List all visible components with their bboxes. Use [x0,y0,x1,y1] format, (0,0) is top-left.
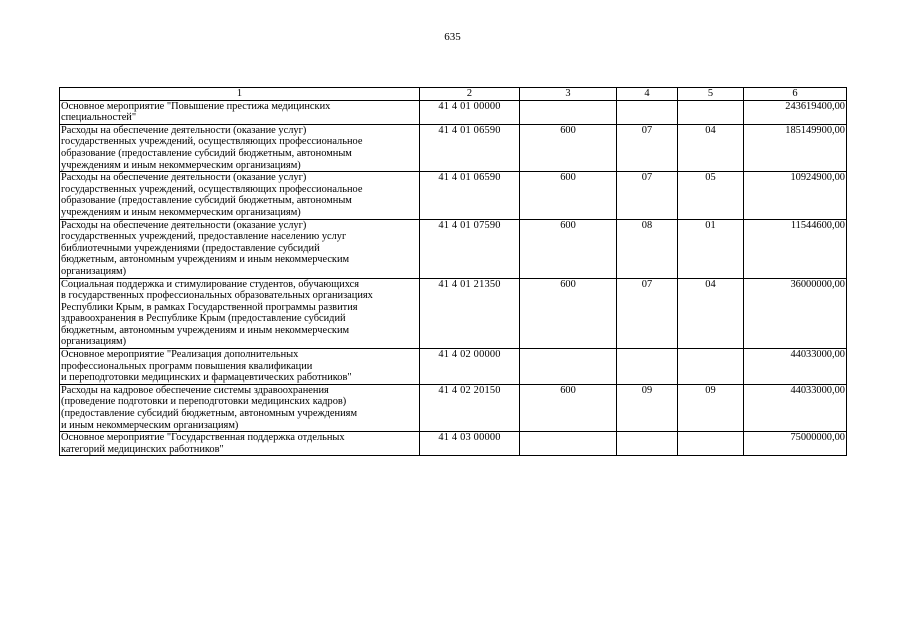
page-number: 635 [444,31,461,43]
row-name: Социальная поддержка и стимулирование студентов, обучающихся в государственных профессиональных образовательных организациях Республики Крым, в рамках Государственной программы развития здравоохранения в Республике Крым (предоставление субсидий бюджетным, автономным учреждениям и иным некоммерческим организациям) [60,278,420,349]
table-row [60,278,847,349]
row-subsection: 09 [678,384,744,431]
row-name: Основное мероприятие "Повышение престижа медицинских специальностей" [60,100,420,124]
row-section [617,432,678,456]
row-section: 08 [617,219,678,278]
row-subsection [678,432,744,456]
row-expense-type [520,432,617,456]
row-subsection [678,100,744,124]
row-code: 41 4 03 00000 [420,432,520,456]
column-header-4: 4 [617,88,678,101]
row-name: Расходы на кадровое обеспечение системы здравоохранения (проведение подготовки и переподготовки медицинских кадров) (предоставление субсидий бюджетным, автономным учреждениям и иным некоммерческим организациям) [60,384,420,431]
row-expense-type: 600 [520,124,617,171]
row-code: 41 4 01 06590 [420,124,520,171]
table-row [60,219,847,278]
column-header-1: 1 [60,88,420,101]
row-sum: 10924900,00 [744,172,847,219]
column-header-5: 5 [678,88,744,101]
row-name: Основное мероприятие "Реализация дополнительных профессиональных программ повышения квалификации и переподготовки медицинских и фармацевтических работников" [60,349,420,385]
column-header-3: 3 [520,88,617,101]
row-code: 41 4 02 00000 [420,349,520,385]
row-expense-type [520,349,617,385]
row-name: Основное мероприятие "Государственная поддержка отдельных категорий медицинских работников" [60,432,420,456]
row-code: 41 4 01 07590 [420,219,520,278]
row-sum: 44033000,00 [744,384,847,431]
row-name: Расходы на обеспечение деятельности (оказание услуг) государственных учреждений, осуществляющих профессиональное образование (предоставление субсидий бюджетным, автономным учреждениям и иным некоммерческим организациям) [60,124,420,171]
table-row [60,100,847,124]
column-header-2: 2 [420,88,520,101]
table-row [60,384,847,431]
row-section: 07 [617,124,678,171]
row-code: 41 4 01 00000 [420,100,520,124]
row-subsection: 01 [678,219,744,278]
row-sum: 36000000,00 [744,278,847,349]
row-expense-type: 600 [520,172,617,219]
table-row [60,349,847,385]
row-name: Расходы на обеспечение деятельности (оказание услуг) государственных учреждений, предоставление населению услуг библиотечными учреждениями (предоставление субсидий бюджетным, автономным учреждениям и иным некоммерческим организациям) [60,219,420,278]
row-sum: 185149900,00 [744,124,847,171]
row-sum: 44033000,00 [744,349,847,385]
row-section: 07 [617,172,678,219]
row-code: 41 4 02 20150 [420,384,520,431]
row-sum: 75000000,00 [744,432,847,456]
column-header-6: 6 [744,88,847,101]
row-expense-type [520,100,617,124]
row-name: Расходы на обеспечение деятельности (оказание услуг) государственных учреждений, осуществляющих профессиональное образование (предоставление субсидий бюджетным, автономным учреждениям и иным некоммерческим организациям) [60,172,420,219]
row-subsection: 04 [678,278,744,349]
table-row [60,432,847,456]
row-expense-type: 600 [520,278,617,349]
row-section [617,349,678,385]
table-row [60,172,847,219]
row-section: 07 [617,278,678,349]
row-section: 09 [617,384,678,431]
row-sum: 11544600,00 [744,219,847,278]
row-subsection: 04 [678,124,744,171]
row-code: 41 4 01 21350 [420,278,520,349]
header-row [60,88,847,101]
row-subsection: 05 [678,172,744,219]
row-code: 41 4 01 06590 [420,172,520,219]
budget-table [59,87,847,456]
row-subsection [678,349,744,385]
row-section [617,100,678,124]
row-sum: 243619400,00 [744,100,847,124]
row-expense-type: 600 [520,219,617,278]
row-expense-type: 600 [520,384,617,431]
table-row [60,124,847,171]
